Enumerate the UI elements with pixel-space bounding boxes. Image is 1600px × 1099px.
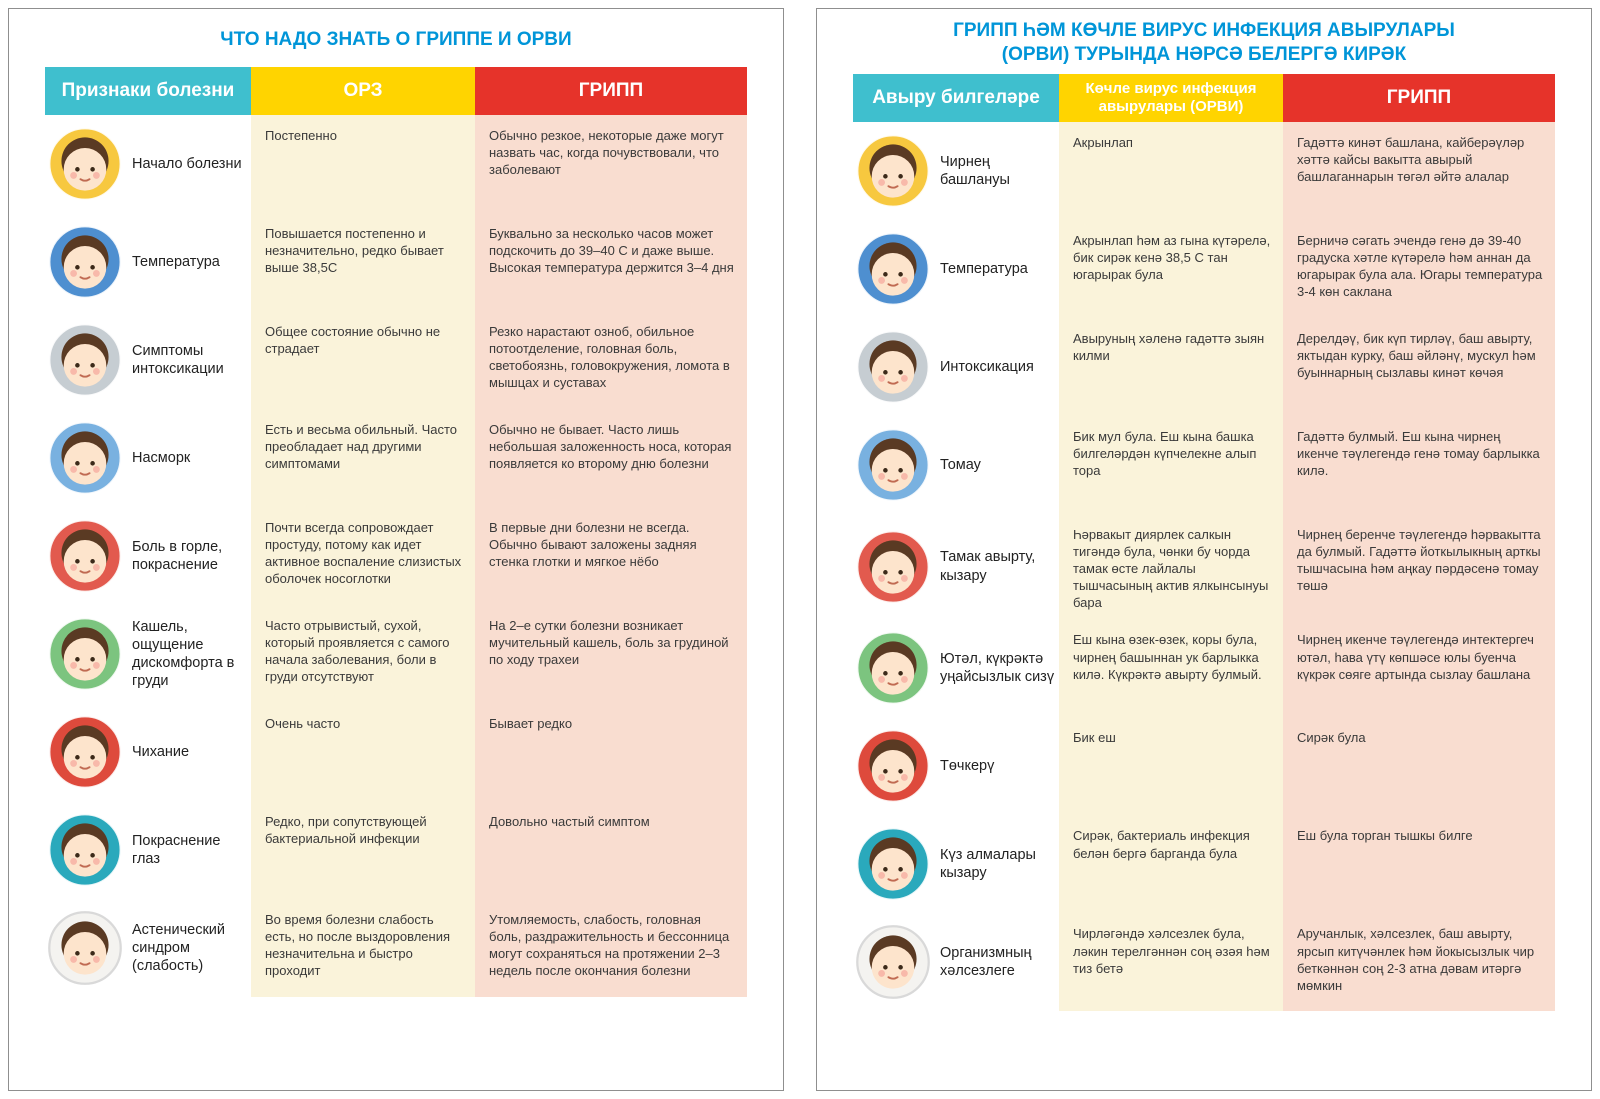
symptom-label: Температура [132,253,220,270]
flu-cell: На 2–е сутки болезни возникает мучительный кашель, боль за грудиной по ходу трахеи [475,605,747,703]
orz-cell: Авыруның хәленә гадәттә зыян килми [1059,318,1283,416]
flu-cell: Бывает редко [475,703,747,801]
orz-cell: Почти всегда сопровождает простуду, потому как идет активное воспаление слизистых оболочек носоглотки [251,507,475,605]
symptom-cell [45,213,251,311]
temperature-face-icon [47,224,123,300]
table-row [45,801,747,899]
table-row [45,507,747,605]
symptom-cell [45,605,251,703]
symptom-label: Ютәл, күкрәктә уңайсызлык сизү [940,651,1055,686]
orz-cell: Очень часто [251,703,475,801]
table-row [853,815,1555,913]
intoxication-face-icon [855,329,931,405]
flu-cell: Чирнең беренче тәүлегендә һәрвакытта да булмый. Гадәттә йоткылыкның арткы тышчасына һәм аңкау пәрдәсенә томау төшә [1283,514,1555,620]
symptom-cell [45,801,251,899]
flu-cell: Резко нарастают озноб, обильное потоотделение, головная боль, светобоязнь, головокружения, ломота в мышцах и суставах [475,311,747,409]
orz-cell: Общее состояние обычно не страдает [251,311,475,409]
panel-title [827,15,1581,74]
orz-cell: Чирләгәндә хәлсезлек була, ләкин терелгәннән соң әзәя һәм тиз бетә [1059,913,1283,1011]
symptom-label: Томау [940,456,981,473]
panel-title-line1: ГРИПП ҺӘМ КӨЧЛЕ ВИРУС ИНФЕКЦИЯ АВЫРУЛАРЫ [953,20,1455,41]
sneezing-face-icon [47,714,123,790]
runny-nose-face-icon [47,420,123,496]
orz-cell: Бик еш [1059,717,1283,815]
header-orvi: Көчле вирус инфекция авырулары (ОРВИ) [1059,74,1283,122]
symptom-label: Чирнең башлануы [940,153,1010,188]
flu-vs-orz-poster-ru [8,8,784,1091]
table-row [853,122,1555,220]
symptom-cell [853,913,1059,1011]
flu-cell: Чирнең икенче тәүлегендә интектергеч ютәл, һава үтү көпшәсе юлы буенча күкрәк сөяге артында сызлау башлана [1283,619,1555,717]
flu-cell: Дерелдәү, бик күп тирләү, баш авырту, яктыдан курку, баш әйләнү, мускул һәм буыннарның сызлавы кинәт көчәя [1283,318,1555,416]
symptom-cell [853,416,1059,514]
table-header-row [45,67,747,115]
flu-cell: Сирәк була [1283,717,1555,815]
cough-face-icon [855,630,931,706]
table-row [45,899,747,997]
symptom-label: Интоксикация [940,358,1034,375]
table-row [45,409,747,507]
orz-cell: Есть и весьма обильный. Часто преобладает над другими симптомами [251,409,475,507]
orz-cell: Һәрвакыт диярлек салкын тигәндә була, чөнки бу чорда тамак өсте лайлалы тышчасының актив ялкынсынуы бара [1059,514,1283,620]
table-row [853,619,1555,717]
intoxication-face-icon [47,322,123,398]
flu-cell: Гадәттә булмый. Еш кына чирнең икенче тәүлегендә генә томау барлыкка килә. [1283,416,1555,514]
flu-cell: Гадәттә кинәт башлана, кайберәүләр хәттә кайсы вакытта авырый башлаганнарын төгәл әйтә алалар [1283,122,1555,220]
table-row [853,717,1555,815]
onset-face-icon [47,126,123,202]
symptom-cell [853,815,1059,913]
header-symptoms: Признаки болезни [45,67,251,115]
orz-cell: Еш кына өзек-өзек, коры була, чирнең башыннан ук барлыкка килә. Күкрәктә авырту булмый. [1059,619,1283,717]
symptom-cell [853,318,1059,416]
flu-cell: Аручанлык, хәлсезлек, баш авырту, ярсып китүчәнлек һәм йокысызлык чир беткәннән соң 2-3 атна дәвам итәргә мөмкин [1283,913,1555,1011]
symptom-cell [853,220,1059,318]
symptom-label: Тамак авырту, кызару [940,549,1036,584]
table-row [853,514,1555,620]
symptom-cell [853,122,1059,220]
header-flu: ГРИПП [1283,74,1555,122]
panel-title-line1: ЧТО НАДО ЗНАТЬ О ГРИППЕ И ОРВИ [220,28,572,50]
weakness-face-icon [47,910,123,986]
weakness-face-icon [855,924,931,1000]
symptom-cell [853,514,1059,620]
comparison-table [853,74,1555,1012]
orz-cell: Редко, при сопутствующей бактериальной инфекции [251,801,475,899]
symptom-label: Организмның хәлсезлеге [940,945,1032,980]
sore-throat-face-icon [855,529,931,605]
symptom-label: Покраснение глаз [132,832,221,867]
symptom-label: Начало болезни [132,155,242,172]
flu-cell: Еш була торган тышкы билге [1283,815,1555,913]
table-header-row [853,74,1555,122]
panel-title [19,15,773,67]
symptom-cell [45,507,251,605]
flu-cell: Берничә сәгать эчендә генә дә 39-40 градуска хәтле күтәрелә һәм аннан да югарырак була ала. Югары температура 3-4 көн саклана [1283,220,1555,318]
runny-nose-face-icon [855,427,931,503]
symptom-label: Боль в горле, покраснение [132,538,223,573]
flu-cell: Обычно резкое, некоторые даже могут назвать час, когда почувствовали, что заболевают [475,115,747,213]
red-eyes-face-icon [47,812,123,888]
symptom-cell [45,899,251,997]
table-row [45,311,747,409]
panel-title-line2: (ОРВИ) ТУРЫНДА НӘРСӘ БЕЛЕРГӘ КИРӘК [1001,44,1407,66]
symptom-label: Төчкерү [940,758,995,775]
cough-face-icon [47,616,123,692]
symptom-cell [45,311,251,409]
comparison-table [45,67,747,997]
symptom-cell [45,115,251,213]
red-eyes-face-icon [855,826,931,902]
table-row [45,115,747,213]
symptom-label: Температура [940,260,1028,277]
table-body [853,122,1555,1012]
table-row [45,605,747,703]
symptom-label: Чихание [132,743,190,760]
header-orz: ОРЗ [251,67,475,115]
orz-cell: Сирәк, бактериаль инфекция белән бергә барганда була [1059,815,1283,913]
sore-throat-face-icon [47,518,123,594]
symptom-label: Астенический синдром (слабость) [132,921,225,975]
table-body [45,115,747,997]
orz-cell: Во время болезни слабость есть, но после выздоровления незначительна и быстро проходит [251,899,475,997]
symptom-label: Симптомы интоксикации [132,342,224,377]
symptom-label: Күз алмалары кызару [940,847,1036,882]
symptom-cell [45,703,251,801]
orz-cell: Акрынлап һәм аз гына күтәрелә, бик сирәк кенә 38,5 С тан югарырак була [1059,220,1283,318]
orz-cell: Часто отрывистый, сухой, который проявляется с самого начала заболевания, боли в груди отсутствуют [251,605,475,703]
flu-cell: Обычно не бывает. Часто лишь небольшая заложенность носа, которая появляется ко второму дню болезни [475,409,747,507]
symptom-cell [853,717,1059,815]
flu-vs-orvi-poster-tt [816,8,1592,1091]
table-row [853,416,1555,514]
table-row [45,703,747,801]
symptom-label: Кашель, ощущение дискомфорта в груди [132,618,235,690]
table-row [853,220,1555,318]
orz-cell: Акрынлап [1059,122,1283,220]
sneezing-face-icon [855,728,931,804]
symptom-label: Насморк [132,449,191,466]
flu-cell: В первые дни болезни не всегда. Обычно бывают заложены задняя стенка глотки и мягкое нёбо [475,507,747,605]
temperature-face-icon [855,231,931,307]
symptom-cell [45,409,251,507]
orz-cell: Повышается постепенно и незначительно, редко бывает выше 38,5С [251,213,475,311]
table-row [853,318,1555,416]
symptom-cell [853,619,1059,717]
orz-cell: Бик мул була. Еш кына башка билгеләрдән күпчелекне алып тора [1059,416,1283,514]
flu-cell: Буквально за несколько часов может подскочить до 39–40 С и даже выше. Высокая температура держится 3–4 дня [475,213,747,311]
flu-cell: Утомляемость, слабость, головная боль, раздражительность и бессонница могут сохраняться на протяжении 2–3 недель после окончания болезни [475,899,747,997]
table-row [45,213,747,311]
flu-cell: Довольно частый симптом [475,801,747,899]
orz-cell: Постепенно [251,115,475,213]
onset-face-icon [855,133,931,209]
table-row [853,913,1555,1011]
header-symptoms: Авыру билгеләре [853,74,1059,122]
header-flu: ГРИПП [475,67,747,115]
